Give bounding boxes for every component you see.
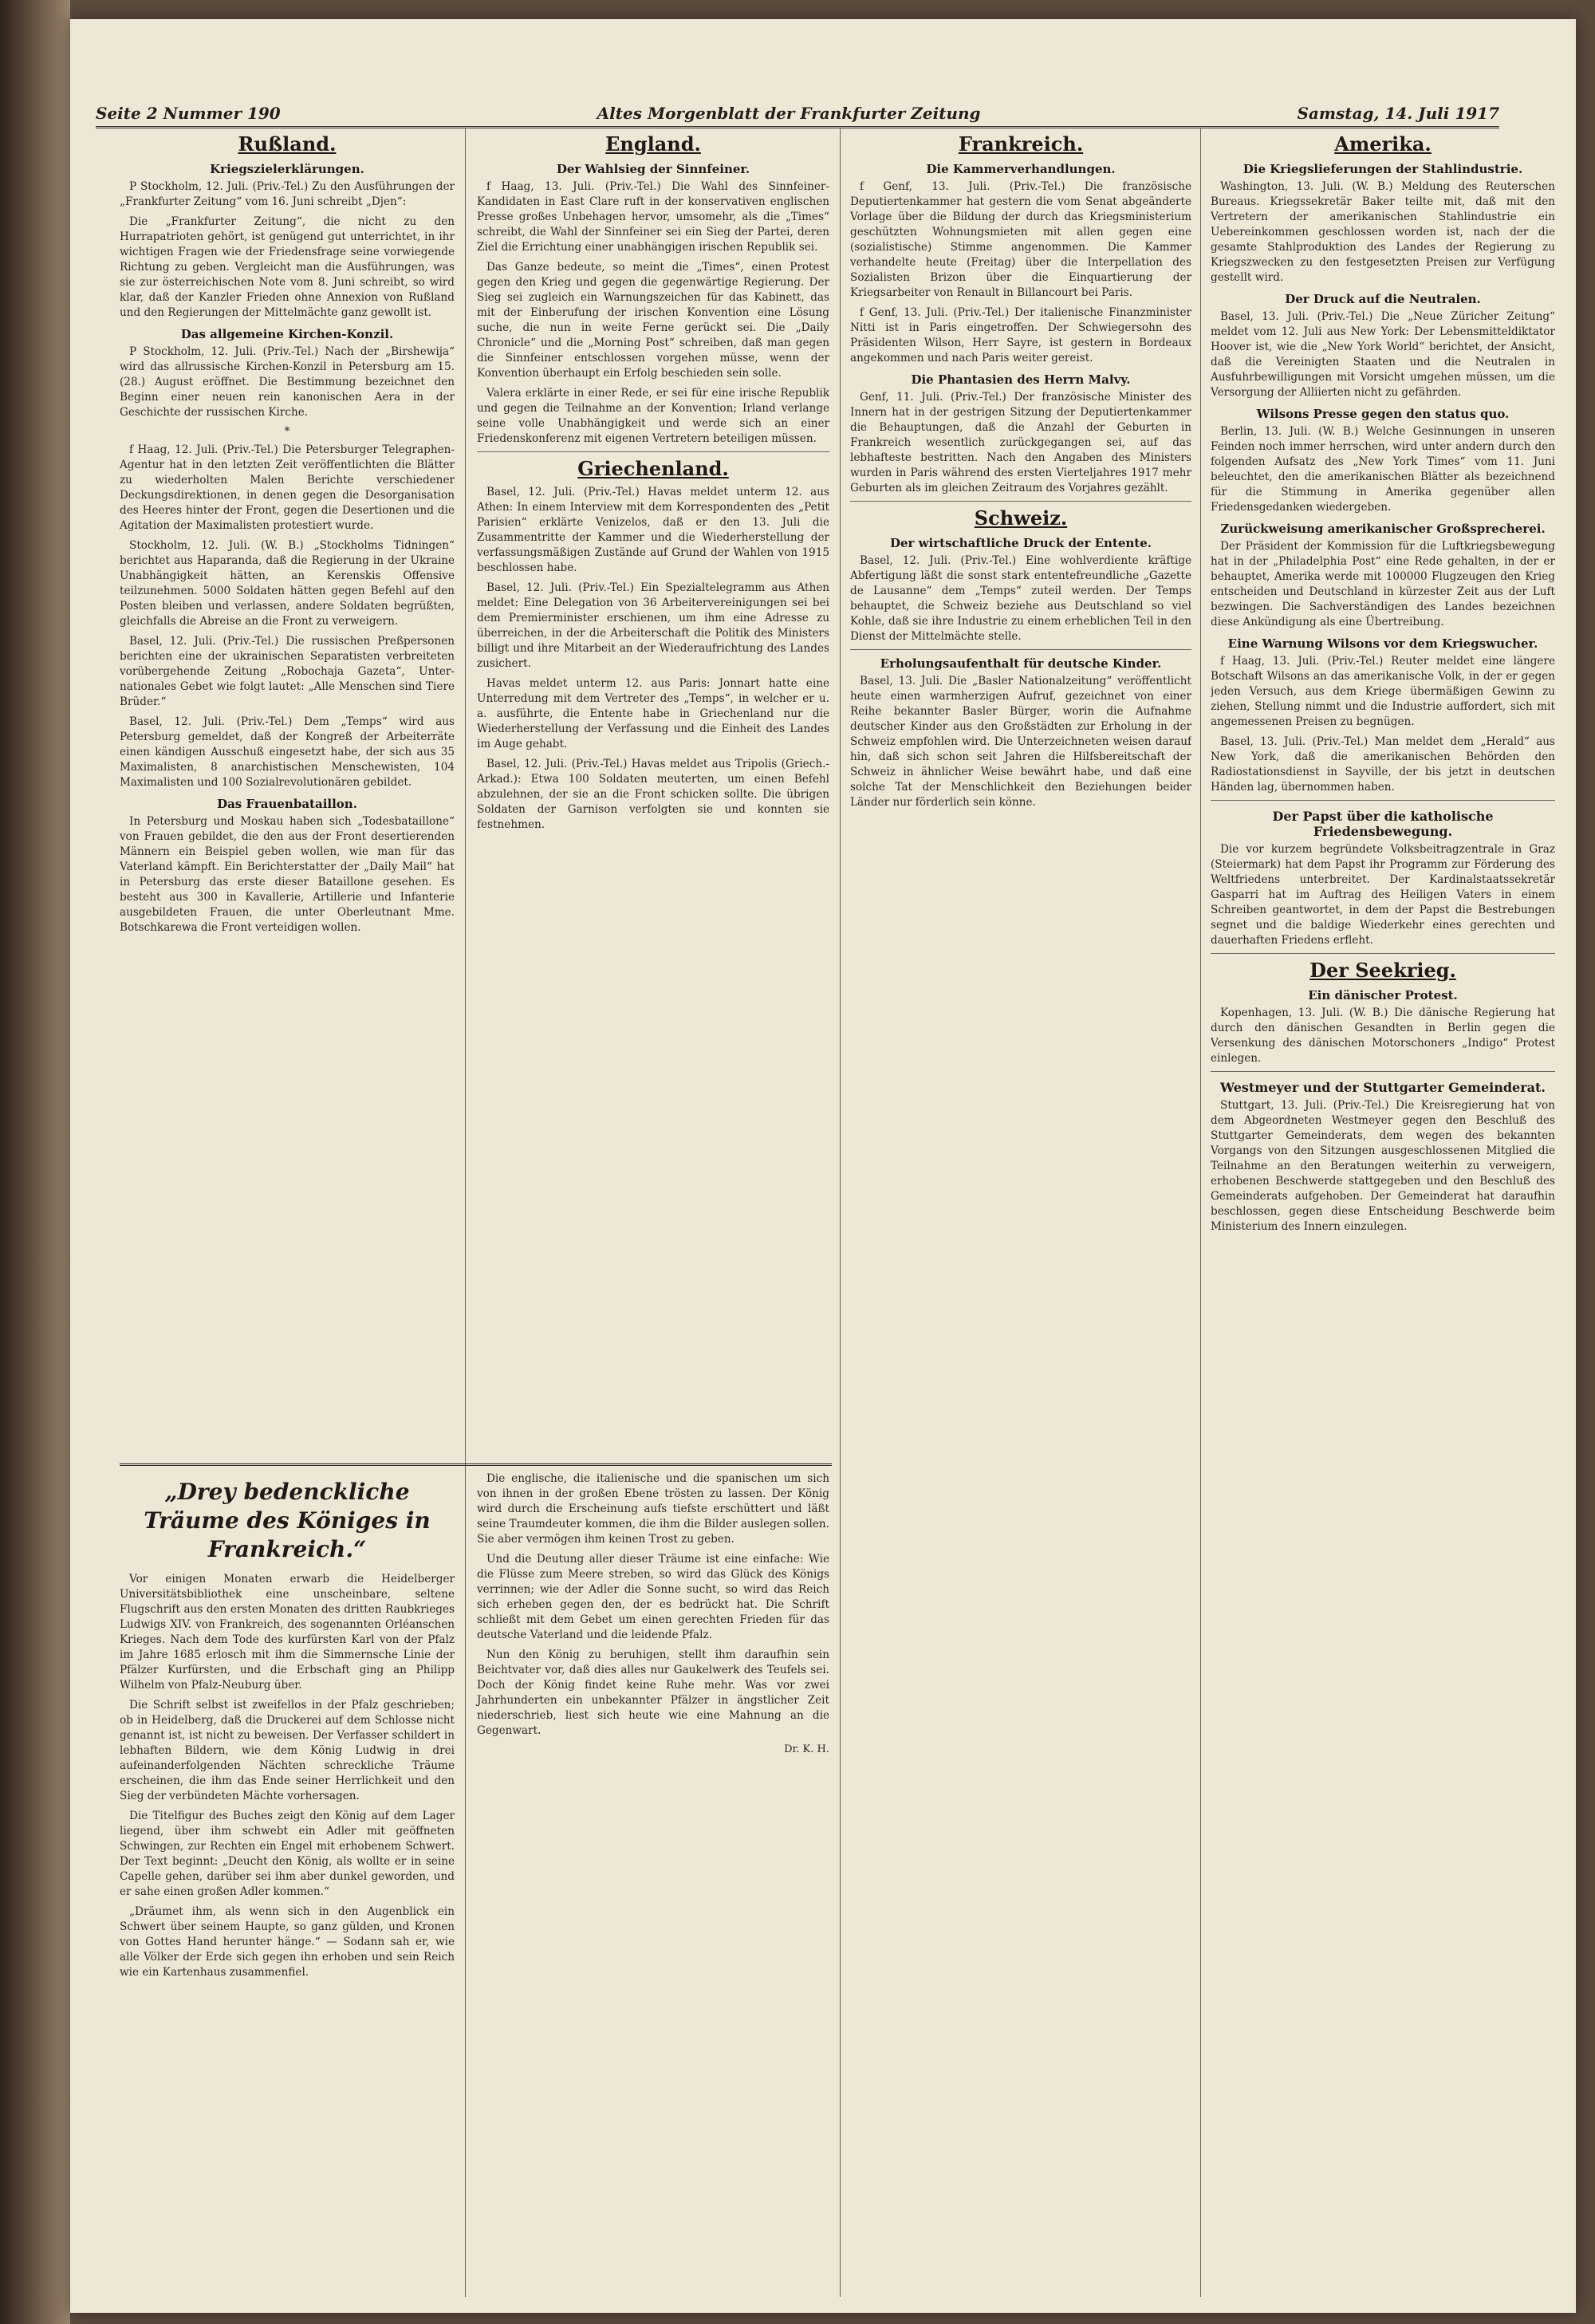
subhead: Das allgemeine Kirchen-Konzil. (180, 327, 394, 341)
subhead: Das Frauenbataillon. (217, 797, 357, 811)
article-text: Basel, 13. Juli. (Priv.-Tel.) Man meldet dem „Herald“ aus New York, daß die amerikanischen Behörden den Radiostationsdienst in Sayville, der bis jetzt in deutschen Händen lag, übernommen haben. (1211, 735, 1555, 794)
article-text: f Genf, 13. Juli. (Priv.-Tel.) Die französische Deputiertenkammer hat gestern die vom Senat abgeänderte Vorlage über die Bildung der durch das Kriegsministerium geschützten Wohnungsmieten mit allen gegen eine (sozialistische) Stimme angenommen. Die Kammer verhandelte heute (Freitag) über die Interpellation des Sozialisten Brizon über die Einquartierung der Kriegsarbeiter von Renault in Billancourt bei Paris. (850, 180, 1191, 299)
issue-date: Samstag, 14. Juli 1917 (1297, 104, 1499, 123)
article-text: Kopenhagen, 13. Juli. (W. B.) Die dänische Regierung hat durch den dänischen Gesandten in Berlin gegen die Versenkung des dänischen Motorschoners „Indigo“ Protest einlegen. (1211, 1006, 1555, 1065)
article-text: Das Ganze bedeute, so meint die „Times“, einen Protest gegen den Krieg und gegen die gegenwärtige Regierung. Der Sieg sei zugleich ein Warnungszeichen für das Kabinett, das mit der Einberufung der irischen Konvention eine Lösung suche, die nun in weite Ferne gerückt sei. Die „Daily Chronicle“ und die „Morning Post“ schreiben, daß man gegen die Sinnfeiner entschlossen vorgehen müsse, wenn der Konvention überhaupt ein Erfolg beschieden sein solle. (477, 261, 829, 380)
article-text: f Haag, 13. Juli. (Priv.-Tel.) Reuter meldet eine längere Botschaft Wilsons an das amerikanische Volk, in der er gegen jeden Versuch, aus dem Kriege übermäßigen Gewinn zu ziehen, Stellung nimmt und die Industrie auffordert, sich mit angemessenen Preisen zu begnügen. (1211, 655, 1555, 728)
column-rule (1200, 128, 1201, 2297)
section-divider (1211, 800, 1555, 801)
section-title-naval-war: Der Seekrieg. (1309, 959, 1456, 982)
article-text: Genf, 11. Juli. (Priv.-Tel.) Der französische Minister des Innern hat in der gestrigen Sitzung der Deputiertenkammer die Behauptungen, daß die Anzahl der Geburten in Frankreich wesentlich zurückgegangen sei, auf das lebhafteste bestritten. Nach den Angaben des Ministers wurden in Paris während des ersten Vierteljahres 1917 mehr Geburten als im gleichen Zeitraum des Vorjahres gezählt. (850, 391, 1191, 494)
article-text: Stockholm, 12. Juli. (W. B.) „Stockholms Tidningen“ berichtet aus Haparanda, daß die Regierung in der Ukraine Unabhängigkeit hätten, an Kerenskis Offensive teilzunehmen. 5000 Soldaten hätten gegen Befehl auf den Posten bleiben und verlassen, andere Soldaten begrüßten, gleichfalls die Abreise an die Front zu verweigern. (120, 539, 455, 628)
article-text: Basel, 12. Juli. (Priv.-Tel.) Havas meldet unterm 12. aus Athen: In einem Interview mit dem Korrespondenten des „Petit Parisien“ erklärte Venizelos, daß er den 13. Juli die Zusammentritte der Kammer und die Wiederherstellung der verfassungsmäßigen Zustände auf Grund der Wahlen von 1915 beschlossen habe. (477, 486, 829, 574)
subhead: Wilsons Presse gegen den status quo. (1256, 407, 1510, 421)
article-text: f Genf, 13. Juli. (Priv.-Tel.) Der italienische Finanzminister Nitti ist in Paris eingetroffen. Der Schwiegersohn des Präsidenten Wilson, Herr Sayre, ist gestern in Bordeaux angekommen und nach Paris weiter gereist. (850, 306, 1191, 364)
paper-title: Altes Morgenblatt der Frankfurter Zeitung (597, 104, 981, 123)
section-divider (1211, 953, 1555, 954)
page-label: Seite 2 Nummer 190 (96, 104, 281, 123)
subhead: Die Phantasien des Herrn Malvy. (911, 372, 1131, 387)
article-text: Basel, 12. Juli. (Priv.-Tel.) Die russischen Preßpersonen berichten eine der ukrainischen Separatisten verbreiteten vorübergehende Zeitung „Robochaja Gazeta“, Unter-nationales Gebet wie folgt lautet: „Alle Menschen sind Tiere Brüder.“ (120, 635, 455, 708)
feature-col-left (120, 1572, 455, 1985)
subhead: Westmeyer und der Stuttgarter Gemeinderat. (1220, 1080, 1546, 1095)
feature-col-right (477, 1471, 829, 1755)
section-divider (850, 649, 1191, 650)
book-spine (0, 0, 70, 2324)
article-text: f Haag, 13. Juli. (Priv.-Tel.) Die Wahl des Sinnfeiner-Kandidaten in East Clare ruft in der konservativen englischen Presse großes Unbehagen hervor, umsomehr, als die „Times“ schreibt, die Wahl der Sinnfeiner sei ein Sieg der Partei, deren Ziel die Errichtung einer unabhängigen irischen Republik sei. (477, 180, 829, 254)
column-france-switzerland (850, 128, 1191, 2297)
article-text: Die „Frankfurter Zeitung“, die nicht zu den Hurrapatrioten gehört, ist genügend gut unterrichtet, in ihr wichtigen Fragen wie der Friedensfrage seine vorwiegende Richtung zu geben. Vergleicht man die Ausführungen, was sie zur österreichischen Note vom 8. Juni schreibt, so wird klar, daß der Kanzler Frieden ohne Annexion von Rußland und den Regierungen der Mittelmächte ganz gewollt ist. (120, 215, 455, 319)
article-text: In Petersburg und Moskau haben sich „Todesbataillone“ von Frauen gebildet, die den aus der Front desertierenden Männern ein Beispiel geben wollen, wie man für das Vaterland kämpft. Ein Berichterstatter der „Daily Mail“ hat in Petersburg das erste dieser Bataillone gesehen. Es besteht aus 300 in Kavallerie, Artillerie und Infanterie ausgebildeten Frauen, die unter Oberleutnant Mme. Botschkarewa die Front verteidigen wollen. (120, 815, 455, 934)
section-title-england: England. (605, 132, 701, 156)
article-text: Berlin, 13. Juli. (W. B.) Welche Gesinnungen in unseren Feinden noch immer herrschen, wird unter andern durch den folgenden Aufsatz des „New York Times“ vom 11. Juni beleuchtet, den die amerikanischen Blätter als bezeichnend für die Stimmung in Amerika gegenüber allen Friedensgedanken wiedergeben. (1211, 425, 1555, 514)
article-text: Die vor kurzem begründete Volksbeitragzentrale in Graz (Steiermark) hat dem Papst ihr Programm zur Förderung des Weltfriedens unterbreitet. Der Kardinalstaatssekretär Gasparri hat im Auftrag des Heiligen Vaters in einem Schreiben geantwortet, in dem der Papst die Bestrebungen segnet und die baldige Wiederkehr eines gerechten und dauerhaften Friedens erfleht. (1211, 843, 1555, 947)
section-title-greece: Griechenland. (577, 457, 729, 480)
article-text: Havas meldet unterm 12. aus Paris: Jonnart hatte eine Unterredung mit dem Vertreter des „Temps“, in welcher er u. a. ausführte, die Entente habe in Griechenland nur die Wiederherstellung der Verfassung und die Einheit des Landes im Auge gehabt. (477, 677, 829, 750)
section-title-france: Frankreich. (958, 132, 1084, 156)
column-america (1211, 128, 1555, 2297)
signature: Dr. K. H. (784, 1743, 829, 1755)
feature-title: „Drey bedenckliche Träume des Königes in Frankreich.“ (144, 1479, 431, 1562)
article-text: Und die Deutung aller dieser Träume ist eine einfache: Wie die Flüsse zum Meere streben, so wird das Glück des Königs verrinnen; wie der Adler die Sonne sucht, so wird das Reich sich erheben gegen den, der es bedrückt hat. Die Schrift schließt mit dem Gebet um einen gerechten Frieden für das deutsche Vaterland und die leidende Pfalz. (477, 1553, 829, 1641)
masthead (96, 86, 1499, 128)
subhead: Der wirtschaftliche Druck der Entente. (889, 536, 1152, 550)
feature-rule (120, 1463, 832, 1466)
article-text: P Stockholm, 12. Juli. (Priv.-Tel.) Nach der „Birshewija“ wird das allrussische Kirchen-Konzil in Petersburg am 15. (28.) August eröffnet. Die Bestimmung bezeichnet den Beginn einer neuen rein kanonischen Aera in der Geschichte der russischen Kirche. (120, 345, 455, 419)
article-text: Der Präsident der Kommission für die Luftkriegsbewegung hat in der „Philadelphia Post“ eine Rede gehalten, in der er behauptet, Amerika werde mit 100000 Flugzeugen den Krieg entscheiden und Deutschland in kürzester Zeit aus der Luft bezwingen. Die Sachverständigen des Landes bezeichnen diese Ankündigung als eine Übertreibung. (1211, 540, 1555, 628)
section-title-switzerland: Schweiz. (974, 506, 1068, 530)
article-text: Die Titelfigur des Buches zeigt den König auf dem Lager liegend, über ihm schwebt ein Adler mit geöffneten Schwingen, zur Rechten ein Engel mit erhobenem Schwert. Der Text beginnt: „Deucht den König, als wollte er in seine Capelle gehen, darüber sei ihm aber dunkel geworden, und er sahe einen großen Adler kommen.“ (120, 1810, 455, 1898)
subhead: Erholungsaufenthalt für deutsche Kinder. (880, 656, 1162, 671)
article-text: Basel, 12. Juli. (Priv.-Tel.) Ein Spezialtelegramm aus Athen meldet: Eine Delegation von 36 Arbeitervereinigungen sei bei dem Premierminister erschienen, um ihm eine Adresse zu überreichen, in der die Arbeiterschaft die Politik des Ministers billigt und ihre Mitarbeit an der Wiederaufrichtung des Landes zusichert. (477, 581, 829, 670)
article-text: f Haag, 12. Juli. (Priv.-Tel.) Die Petersburger Telegraphen-Agentur hat in den letzten Zeit veröffentlichten die Blätter zu wiederholten Malen Berichte verschiedener Deckungsdirektionen, in denen gegen die Desorganisation des Heeres hinter der Front, gegen die Desertionen und die Agitation der Maximalisten protestiert wurde. (120, 443, 455, 532)
subhead: Der Papst über die katholische Friedensbewegung. (1272, 809, 1494, 839)
section-divider (850, 501, 1191, 502)
section-title-russia: Rußland. (238, 132, 337, 156)
subhead: Ein dänischer Protest. (1308, 988, 1458, 1002)
column-rule (840, 128, 841, 2297)
subhead: Der Wahlsieg der Sinnfeiner. (556, 162, 750, 176)
section-divider (477, 451, 829, 452)
article-text: Vor einigen Monaten erwarb die Heidelberger Universitätsbibliothek eine unscheinbare, seltene Flugschrift aus den ersten Monaten des dritten Raubkrieges Ludwigs XIV. von Frankreich, des sogenannten Orléanschen Krieges. Nach dem Tode des kurfürsten Karl von der Pfalz im Jahre 1685 erlosch mit ihm die Simmernsche Linie der Pfälzer Kurfürsten, und die Erbschaft ging an Philipp Wilhelm von Pfalz-Neuburg über. (120, 1573, 455, 1692)
article-text: Basel, 12. Juli. (Priv.-Tel.) Eine wohlverdiente kräftige Abfertigung läßt die sonst stark ententefreundliche „Gazette de Lausanne“ dem „Temps“ zuteil werden. Der Temps behauptet, die Schweiz beziehe aus Deutschland so viel Kohle, daß sie ihre Industrie zu einem erheblichen Teil in den Dienst der Mittelmächte stelle. (850, 554, 1191, 643)
article-text: Valera erklärte in einer Rede, er sei für eine irische Republik und gegen die Teilnahme an der Konvention; Irland verlange seine volle Unabhängigkeit und werde sich an einer Friedenskonferenz mit eigenen Vertretern beteiligen müssen. (477, 387, 829, 445)
section-divider (1211, 1071, 1555, 1072)
article-text: Nun den König zu beruhigen, stellt ihm daraufhin sein Beichtvater vor, daß dies alles nur Gaukelwerk des Teufels sei. Doch der König findet keine Ruhe mehr. Was vor zwei Jahrhunderten ein unbekannter Pfälzer in ängstlicher Zeit niederschrieb, liest sich heute wie eine Mahnung an die Gegenwart. (477, 1648, 829, 1737)
subhead: Eine Warnung Wilsons vor dem Kriegswucher. (1227, 636, 1538, 651)
subhead: Die Kriegslieferungen der Stahlindustrie. (1243, 162, 1523, 176)
article-text: Washington, 13. Juli. (W. B.) Meldung des Reuterschen Bureaus. Kriegssekretär Baker teilte mit, daß mit den Vertretern der amerikanischen Stahlindustrie ein Uebereinkommen geschlossen worden ist, nach der die gesamte Stahlproduktion des Landes der Regierung zu Kriegszwecken zu den festgesetzten Preisen zur Verfügung gestellt wird. (1211, 180, 1555, 284)
subhead: Kriegszielerklärungen. (210, 162, 364, 176)
article-text: Basel, 13. Juli. (Priv.-Tel.) Die „Neue Züricher Zeitung“ meldet vom 12. Juli aus New York: Der Lebensmitteldiktator Hoover ist, wie die „New York World“ berichtet, der Ansicht, daß die Vereinigten Staaten und die Neutralen in Ausfuhrbewilligungen mit Vorsicht umgehen müssen, um die Versorgung der Alliierten nicht zu gefährden. (1211, 310, 1555, 399)
subhead: Der Druck auf die Neutralen. (1285, 292, 1481, 306)
article-text: P Stockholm, 12. Juli. (Priv.-Tel.) Zu den Ausführungen der „Frankfurter Zeitung“ vom 16. Juni schreibt „Djen“: (120, 180, 455, 208)
column-russia (120, 128, 455, 1452)
separator-star: * (284, 425, 290, 438)
subhead: Zurückweisung amerikanischer Großsprecherei. (1220, 522, 1546, 536)
article-text: Basel, 12. Juli. (Priv.-Tel.) Havas meldet aus Tripolis (Griech.-Arkad.): Etwa 100 Soldaten meuterten, um einen Befehl abzulehnen, der sie an die Front schicken sollte. Die übrigen Soldaten der Garnison verfolgten sie und konnten sie festnehmen. (477, 758, 829, 831)
article-text: Die Schrift selbst ist zweifellos in der Pfalz geschrieben; ob in Heidelberg, daß die Druckerei auf dem Schlosse nicht genannt ist, ist nicht zu beweisen. Der Verfasser schildert in lebhaften Bildern, wie dem König Ludwig in drei aufeinanderfolgenden Nächten schreckliche Träume erscheinen, die ihm das Ende seiner Herrlichkeit und den Sieg der verbündeten Mächte vorhersagen. (120, 1699, 455, 1802)
subhead: Die Kammerverhandlungen. (926, 162, 1116, 176)
article-text: „Dräumet ihm, als wenn sich in den Augenblick ein Schwert über seinem Haupte, so ganz gülden, und Kronen von Gottes Hand herunter hänge.“ — Sodann sah er, wie alle Völker der Erde sich gegen ihn erhoben und sein Reich wie ein Kartenhaus zusammenfiel. (120, 1905, 455, 1979)
section-title-america: Amerika. (1334, 132, 1432, 156)
article-text: Basel, 13. Juli. Die „Basler Nationalzeitung“ veröffentlicht heute einen warmherzigen Aufruf, gezeichnet von einer Reihe bekannter Basler Bürger, worin die Aufnahme deutscher Kinder aus den Großstädten zur Erholung in der Schweiz empfohlen wird. Die Unterzeichneten weisen darauf hin, daß sich schon seit Jahren die Hilfsbereitschaft der Schweiz in ähnlicher Weise bewährt habe, und daß eine solche Tat der Menschlichkeit den Beziehungen beider Länder nur förderlich sein könne. (850, 675, 1191, 809)
article-text: Stuttgart, 13. Juli. (Priv.-Tel.) Die Kreisregierung hat von dem Abgeordneten Westmeyer gegen den Beschluß des Stuttgarter Gemeinderats, dem wegen des bekannten Vorgangs von den Sitzungen ausgeschlossenen Mitglied die Teilnahme an den Beratungen weiterhin zu verweigern, erhobenen Beschwerde stattgegeben und den Beschluß des Gemeinderats aufgehoben. Der Gemeinderat hat daraufhin beschlossen, gegen diese Entscheidung Beschwerde beim Ministerium des Innern einzulegen. (1211, 1099, 1555, 1233)
article-text: Basel, 12. Juli. (Priv.-Tel.) Dem „Temps“ wird aus Petersburg gemeldet, daß der Kongreß der Arbeiterräte einen kändigen Ausschuß eingesetzt habe, der sich aus 35 Maximalisten, 8 anarchistischen Menschewisten, 104 Maximalisten und 100 Sozialrevolutionären gebildet. (120, 715, 455, 789)
feature-article (120, 1471, 832, 2297)
article-text: Die englische, die italienische und die spanischen um sich von ihnen in der großen Ebene trösten zu lassen. Der König wird durch die Erscheinung aufs tiefste erschüttert und läßt seine Traumdeuter kommen, die ihm die Bilder auslegen sollen. Sie aber vermögen ihm keinen Trost zu geben. (477, 1472, 829, 1546)
column-england (477, 128, 829, 1452)
